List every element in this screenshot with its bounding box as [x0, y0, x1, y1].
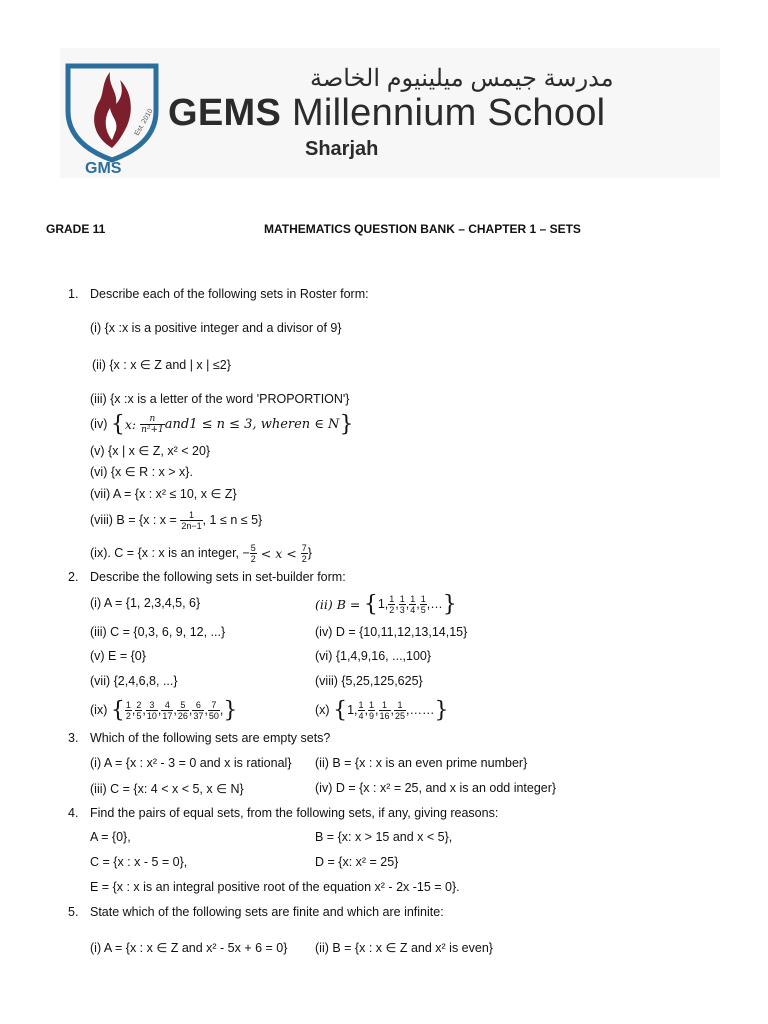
q2-viii: (viii) {5,25,125,625}: [315, 674, 423, 688]
q1-ix-start: (ix). C = {x : x is an integer, −: [90, 546, 250, 560]
q2-ix-label: (ix): [90, 703, 108, 717]
q4-set-c: C = {x : x - 5 = 0},: [90, 855, 188, 869]
q3-text: Which of the following sets are empty sets?: [90, 731, 331, 745]
q1-ix-num-2: 7: [301, 542, 307, 553]
q4-set-a: A = {0},: [90, 830, 131, 844]
q1-viii-end: , 1 ≤ n ≤ 5}: [202, 513, 263, 527]
q1-ix-middle: < x <: [256, 545, 301, 561]
q1-ix-num-1: 5: [250, 542, 256, 553]
q2-ii-label: (ii) B =: [315, 596, 361, 612]
q1-v: (v) {x | x ∈ Z, x² < 20}: [90, 444, 211, 458]
q4-number: 4.: [68, 806, 79, 820]
q2-x-fraction: $\frac{1}{9}$: [369, 699, 375, 721]
q1-iv-numerator: n: [140, 414, 165, 425]
q2-ix-fraction: $\frac{5}{26}$: [177, 699, 188, 721]
q1-viii-start: (viii) B = {x : x =: [90, 513, 177, 527]
q1-iv-denominator: n²+1: [141, 424, 164, 435]
q2-ix-fractions: $\frac{1}{2}$ , $\frac{2}{5}$ , $\frac{3}{10}$ , $\frac{4}{17}$ , $\frac{5}{26}$ , $\frac{6}{37}$ , $\frac{7}{50}$ ,: [125, 699, 224, 721]
q2-v: (v) E = {0}: [90, 649, 146, 663]
q1-iv-label: (iv): [90, 417, 108, 431]
q2-vii: (vii) {2,4,6,8, ...}: [90, 674, 178, 688]
q4-set-d: D = {x: x² = 25}: [315, 855, 399, 869]
q2-ix-fraction: $\frac{4}{17}$: [162, 699, 173, 721]
q2-iv: (iv) D = {10,11,12,13,14,15}: [315, 625, 468, 639]
q2-ii-fraction: $\frac{1}{2}$: [389, 593, 395, 615]
q3-number: 3.: [68, 731, 79, 745]
q2-ix-fraction: $\frac{2}{5}$: [136, 699, 142, 721]
q2-ii: (ii) B = { 1, $\frac{1}{2}$ , $\frac{1}{3}$ , $\frac{1}{4}$ , $\frac{1}{5}$ , … }: [315, 591, 457, 617]
school-name: [168, 92, 605, 135]
school-city: Sharjah: [305, 138, 379, 160]
logo-abbreviation: GMS: [85, 160, 122, 177]
q1-ix-fraction-2: [301, 543, 308, 564]
q2-vi: (vi) {1,4,9,16, ...,100}: [315, 649, 432, 663]
q1-viii-fraction: [180, 510, 202, 531]
school-name-rest: Millennium School: [291, 92, 606, 134]
q1-viii: [90, 507, 262, 533]
q2-ii-fraction: $\frac{1}{5}$: [420, 593, 426, 615]
q2-x: (x) { 1, $\frac{1}{4}$ , $\frac{1}{9}$ , $\frac{1}{16}$ , $\frac{1}{25}$ , …… }: [315, 697, 449, 723]
school-crest-logo: [64, 56, 160, 164]
document-title: MATHEMATICS QUESTION BANK – CHAPTER 1 – SETS: [264, 222, 581, 236]
q2-x-fraction: $\frac{1}{16}$: [379, 699, 390, 721]
q1-ix-den-1: 2: [250, 553, 256, 564]
q5-text: State which of the following sets are finite and which are infinite:: [90, 905, 444, 919]
q1-ix: [90, 540, 312, 566]
q1-iv-fraction: [140, 414, 165, 435]
q2-ix-fraction: $\frac{1}{2}$: [125, 699, 131, 721]
q2-x-fractions: $\frac{1}{4}$ , $\frac{1}{9}$ , $\frac{1}{16}$ , $\frac{1}{25}$ ,: [358, 699, 410, 721]
q2-ix: (ix) { $\frac{1}{2}$ , $\frac{2}{5}$ , $\frac{3}{10}$ , $\frac{4}{17}$ , $\frac{5}{26}$ , $\frac{6}{37}$ , $\frac{7}{50}$ , }: [90, 697, 238, 723]
q2-ii-fraction: $\frac{1}{3}$: [399, 593, 405, 615]
grade-label: GRADE 11: [46, 222, 106, 236]
q1-vi: (vi) {x ∈ R : x > x}.: [90, 465, 193, 479]
q1-ix-den-2: 2: [301, 553, 307, 564]
q2-ii-fractions: $\frac{1}{2}$ , $\frac{1}{3}$ , $\frac{1}{4}$ , $\frac{1}{5}$ ,: [389, 593, 431, 615]
q1-ii: (ii) {x : x ∈ Z and | x | ≤2}: [92, 358, 231, 372]
arabic-school-name: مدرسة جيمس ميلينيوم الخاصة: [310, 65, 614, 92]
q1-ix-fraction-1: [250, 543, 257, 564]
q4-set-b: B = {x: x > 15 and x < 5},: [315, 830, 453, 844]
q2-ix-fraction: $\frac{3}{10}$: [146, 699, 157, 721]
q3-iv: (iv) D = {x : x² = 25, and x is an odd integer}: [315, 781, 557, 795]
q2-iii: (iii) C = {0,3, 6, 9, 12, ...}: [90, 625, 226, 639]
q1-iv-rest: and1 ≤ n ≤ 3, wheren ∈ N: [164, 416, 340, 432]
q2-x-fraction: $\frac{1}{25}$: [395, 699, 406, 721]
q1-text: Describe each of the following sets in Roster form:: [90, 287, 369, 301]
q3-iii: (iii) C = {x: 4 < x < 5, x ∈ N}: [90, 782, 244, 796]
q2-ix-fraction: $\frac{6}{37}$: [193, 699, 204, 721]
q2-text: Describe the following sets in set-builder form:: [90, 570, 346, 584]
q5-ii: (ii) B = {x : x ∈ Z and x² is even}: [315, 941, 493, 955]
q3-ii: (ii) B = {x : x is an even prime number}: [315, 756, 528, 770]
q2-x-fraction: $\frac{1}{4}$: [358, 699, 364, 721]
q4-text: Find the pairs of equal sets, from the following sets, if any, giving reasons:: [90, 806, 499, 820]
q2-i: (i) A = {1, 2,3,4,5, 6}: [90, 596, 201, 610]
q5-number: 5.: [68, 905, 79, 919]
q1-viii-numerator: 1: [180, 510, 202, 521]
q1-i: (i) {x :x is a positive integer and a divisor of 9}: [90, 321, 342, 335]
q2-x-label: (x): [315, 703, 330, 717]
q1-iii: (iii) {x :x is a letter of the word 'PROPORTION'}: [90, 392, 350, 406]
est-text: Est. 2010: [133, 107, 155, 137]
q1-vii: (vii) A = {x : x² ≤ 10, x ∈ Z}: [90, 487, 237, 501]
q4-set-e: E = {x : x is an integral positive root of the equation x² - 2x -15 = 0}.: [90, 880, 460, 894]
q1-viii-denominator: 2n−1: [181, 520, 202, 531]
school-name-bold: GEMS: [168, 92, 282, 134]
q2-ix-fraction: $\frac{7}{50}$: [208, 699, 219, 721]
q1-ix-end: }: [307, 546, 312, 560]
q3-i: (i) A = {x : x² - 3 = 0 and x is rational}: [90, 756, 292, 770]
q5-i: (i) A = {x : x ∈ Z and x² - 5x + 6 = 0}: [90, 941, 288, 955]
q1-number: 1.: [68, 287, 79, 301]
q2-ii-fraction: $\frac{1}{4}$: [410, 593, 416, 615]
q1-iv: (iv) { x: $\frac{n}{\text{n²+1}}$ and1 ≤ n ≤ 3, wheren ∈ N }: [90, 411, 354, 437]
q2-number: 2.: [68, 570, 79, 584]
